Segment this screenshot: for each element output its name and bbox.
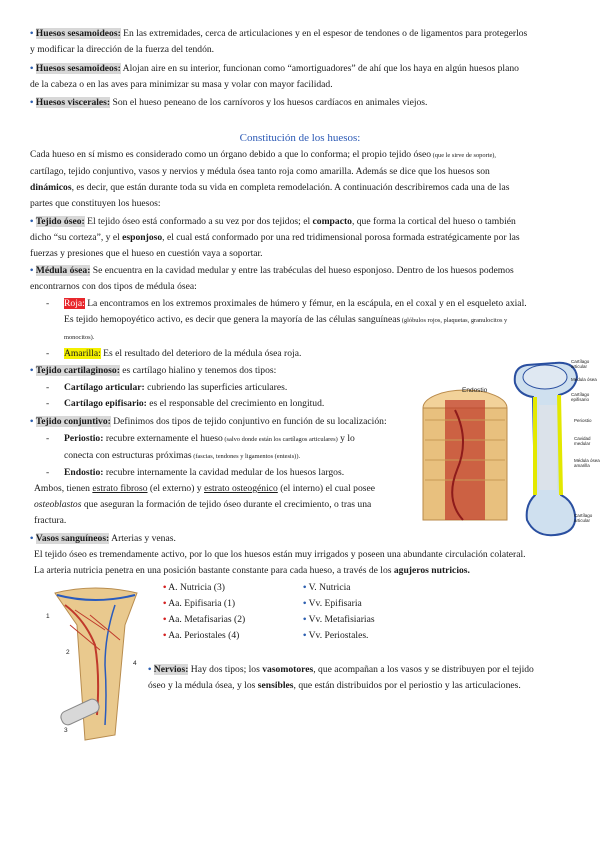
section-title: Constitución de los huesos:: [239, 132, 361, 144]
endostio-label: Endostio: [462, 387, 488, 394]
medula-roja-item: - Roja: La encontramos en los extremos proximales de húmero y fémur, en la escápula, en el coxal y en el esqueleto axial. Es tejido hemopoyético activo, es decir que genera la mayoría de las células sanguíneas (glóbulos rojos, plaquetas, granulocitos y monocitos).: [46, 298, 527, 341]
cartilago-articular-item: - Cartílago articular: cubriendo las superficies articulares. - Cartílago epifisario: es el responsable del crecimiento en longitud.: [46, 382, 325, 409]
femur-label: Cartílago epifisario: [571, 392, 590, 402]
list-item: • V. Nutricia: [303, 582, 351, 593]
vasos-description: El tejido óseo es tremendamente activo, por lo que los huesos están muy irrigados y poseen una abundante circulación colateral. La arteria nutricia penetra en una posición bastante constante para cada hueso, a través de los agujeros nutricios.: [34, 549, 526, 576]
bone-vessels-figure: [45, 585, 145, 750]
bullet-viscerales: • Huesos viscerales: Son el hueso peneano de los carnívoros y los huesos cardíacos en animales viejos.: [30, 97, 428, 108]
tejido-oseo-paragraph: • Tejido óseo: El tejido óseo está conformado a su vez por dos tejidos; el compacto, que forma la cortical del hueso o también dicho “su corteza”, y el esponjoso, el cual está conformado por una red tridimensional porosa formada estratégicamente por las fuerzas y presiones que el hueso en cuestión vaya a soportar.: [30, 216, 520, 259]
list-item: • Vv. Metafisiarias: [303, 614, 375, 625]
vasos-paragraph: • Vasos sanguíneos: Arterias y venas.: [30, 533, 176, 544]
intro-paragraph: Cada hueso en sí mismo es considerado como un órgano debido a que lo conforma; el propio tejido óseo (que le sirve de soporte), cartílago, tejido conjuntivo, vasos y nervios y médula ósea tanto roja como amarilla. Además se dice que los huesos son dinámicos, es decir, que están durante toda su vida en completa remodelación. A continuación describiremos cada una de las partes que constituyen los huesos:: [30, 149, 510, 209]
bone-section-figure: [415, 380, 515, 530]
femur-label: Cavidad medular: [574, 436, 591, 446]
arteries-list: [163, 580, 245, 644]
vessel-num-label: 4: [133, 660, 137, 667]
femur-label: Cartílago articular: [574, 513, 593, 523]
cartilaginoso-paragraph: • Tejido cartilaginoso: es cartílago hialino y tenemos dos tipos:: [30, 365, 277, 376]
periostio-item: - Periostio: recubre externamente el hueso (salvo donde están los cartílagos articulares) y lo conecta con estructuras próximas (fascias, tendones y ligamentos (entesis)). - Endostio: recubre internamente la cavidad medular de los huesos largos.: [46, 433, 355, 478]
bullet-sesamoideos-1: • Huesos sesamoideos: En las extremidades, cerca de articulaciones y en el espesor de tendones o de ligamentos para protegerlos y modificar la dirección de la fuerza del tendón.: [30, 28, 528, 55]
nervios-paragraph: • Nervios: Hay dos tipos; los vasomotores, que acompañan a los vasos y se distribuyen por el tejido óseo y la médula ósea, y los sensibles, que están distribuidos por el periostio y las articulaciones.: [148, 664, 534, 691]
list-item: • Aa. Metafisarias (2): [163, 614, 246, 625]
ambos-paragraph: Ambos, tienen estrato fibroso (el externo) y estrato osteogénico (el interno) el cual posee osteoblastos que aseguran la formación de tejido óseo durante el crecimiento, o tras una fractura.: [34, 483, 376, 526]
bullet-sesamoideos-2: • Huesos sesamoideos: Alojan aire en su interior, funcionan como “amortiguadores” de ahí que los haya en algún huesos plano de la cabeza o en las aves para minimizar su masa y volar con mayor facilidad.: [30, 63, 519, 90]
veins-list: [303, 580, 375, 644]
medula-amarilla-item: - Amarilla: Es el resultado del deterioro de la médula ósea roja.: [46, 348, 302, 359]
vessel-num-label: 2: [66, 649, 70, 656]
conjuntivo-paragraph: • Tejido conjuntivo: Definimos dos tipos de tejido conjuntivo en función de su localización:: [30, 416, 387, 427]
femur-label: Médula ósea amarilla: [574, 458, 600, 468]
femur-label: Periostio: [574, 418, 592, 423]
vessel-num-label: 3: [64, 727, 68, 734]
list-item: • A. Nutricia (3): [163, 582, 225, 593]
medula-paragraph: • Médula ósea: Se encuentra en la cavidad medular y entre las trabéculas del hueso esponjoso. Dentro de los huesos podemos encontrarnos con dos tipos de médula ósea:: [30, 265, 514, 292]
list-item: • Vv. Epifisaria: [303, 598, 362, 609]
list-item: • Aa. Periostales (4): [163, 630, 240, 641]
list-item: • Aa. Epifisaria (1): [163, 598, 236, 609]
femur-label: Médula ósea: [571, 377, 597, 382]
vessel-num-label: 1: [46, 613, 50, 620]
list-item: • Vv. Periostales.: [303, 630, 369, 641]
femur-label: Cartílago articular: [571, 359, 590, 369]
